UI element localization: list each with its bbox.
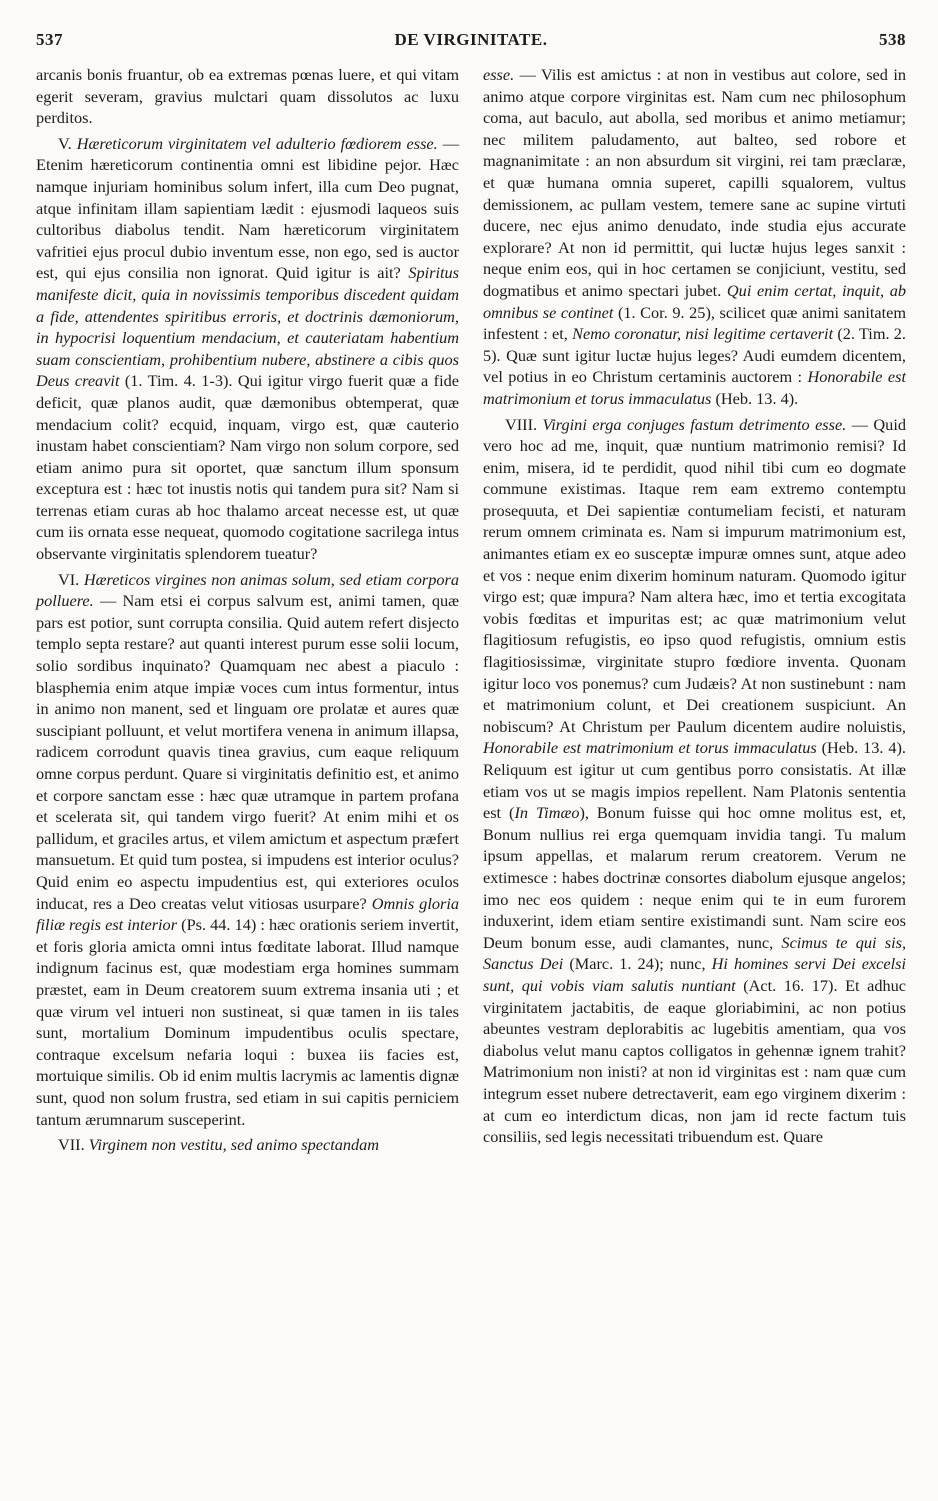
scripture-quote: Scimus te qui sis, Sanctus Dei	[483, 932, 907, 974]
scripture-quote: Qui enim certat, inquit, ab omnibus se continet	[483, 280, 906, 322]
left-column	[36, 64, 459, 1156]
section-heading: Hæreticorum virginitatem vel adulterio fœdiorem esse.	[76, 133, 438, 153]
section-number: VII.	[58, 1135, 85, 1155]
section-text: : hæc orationis seriem invertit, et foris gloria amicta omni intus fœditate laborat. Illud namque indignum facinus est, quæ modestiam erga homines summam præstet, eam in Deum creatorem suum extrema insania uti ; et quæ virum vel intueri non sustineat, si quæ tamen in iis tales sunt, mortalium Dominum impudentibus oculis spectare, contraque excelsum nefaria loqui : buxea iis facies est, mortuique similis. Ob id enim multis lacrymis ac lamentis dignæ sunt, quod non solum frustra, sed etiam in sui capitis perniciem tantum ærumnarum susceperint.	[36, 915, 459, 1129]
section-number: VIII.	[505, 414, 538, 434]
work-citation: In Timæo	[514, 803, 580, 823]
section-text: (Act. 16. 17). Et adhuc virginitatem jactabitis, de eaque gloriabimini, ac non potius abeuntes vestram deplorabitis ac lugebitis amentiam, qua vos diabolus velut manu captos colligatos in gehennæ ignem trahit? Matrimonium non inisti? at non id virginitas est : nam quæ cum integrum esset nubere detrectaverit, eam ego virginem dixerim : at cum eo interdictum dicas, non jam id recte factum tuis consiliis, sed legis necessitati tribuendum est. Quare	[483, 975, 906, 1147]
section-text: ), Bonum fuisse qui hoc omne molitus est, et, Bonum nullius rei erga quemquam invidia tangi. Tu malum ipsum appellas, et malarum rerum creatorem. Verum ne extimesce : habes doctrinæ consortes diabolum ejusque angelos; imo nec eos quidem : neque enim qui te in eum furorem induxerint, idem etiam sentire existimandi sunt. Nam scire eos Deum bonum esse, audi clamantes, nunc,	[483, 803, 907, 952]
page-number-left: 537	[36, 30, 63, 49]
text-columns	[36, 64, 906, 1156]
section-heading: Virgini erga conjuges fastum detrimento esse.	[542, 414, 847, 434]
section-heading: esse.	[483, 65, 515, 84]
section-number: V.	[58, 133, 72, 153]
section-text: (1. Cor. 9. 25), scilicet quæ animi sanitatem infestent : et,	[483, 302, 907, 344]
scripture-quote: Nemo coronatur, nisi legitime certaverit	[572, 324, 834, 344]
section-vi	[36, 569, 459, 1130]
scripture-quote: Omnis gloria filiæ regis est interior	[36, 893, 459, 935]
section-text: — Nam etsi ei corpus salvum est, animi tamen, quæ pars est potior, sunt corrupta consilia. Quid autem refert disjecto templo septa restare? aut quanti interest purum esse solii locum, solio sordibus inquinato? Quamquam nec abest a piaculo : blasphemia enim atque impiæ voces cum intus formentur, intus in animo non manent, sed et linguam ore prolatæ et aures quæ suscipiant polluunt, et velut mortifera venena in animum illapsa, radicem corrodunt quavis tinea gravius, cum eaque reliquum omne corpus perdunt. Quare si virginitatis definitio est, et animo et corpore sanctam esse : hæc quæ utramque in partem profana et scelerata sit, qui tandem virgo fuerit? At enim mihi et os pallidum, et graciles artus, et vilem amictum et aspectum præfert mansuetum. Et quid tum postea, si impudens est interior oculus? Quid enim eo aspectu impudentius est, qui exteriores oculos inducat, res a Deo creatas velut vitiosas usurpare?	[36, 591, 459, 913]
section-text: — Etenim hæreticorum continentia omni est libidine pejor. Hæc namque injuriam hominibus solum infert, illa cum Deo pugnat, atque infinitam illam sapientiam lædit : ejusmodi laqueos suis cultoribus diabolus tendit. Nam hæreticorum virginitatem vafritiei ejus procul dubio inventum esse, non ego, sed is auctor est, qui ejus consilia non ignorat. Quid igitur is ait?	[36, 133, 459, 283]
section-text: — Vilis est amictus : at non in vestibus aut colore, sed in animo atque corpore virginitas est. Nam cum nec philosophum coma, aut baculo, aut abolla, sed moribus et animo metiamur; nec militem paludamento, aut balteo, sed robore et magnanimitate : an non absurdum sit virgini, rei tam præclaræ, et quæ humana omnia superet, capilli squalorem, vultus demissionem, ac pullam vestem, temere sane ac supine virtuti ducere, nec ejus animo denudato, inde studia ejus accurate explorare? At non id permittit, qui luctæ hujus leges sanxit : neque enim eos, qui in hoc certamen se conjiciunt, vestitu, sed dogmatibus et animo spectari jubet.	[483, 65, 906, 300]
page-header	[36, 30, 906, 56]
paragraph-continued	[36, 64, 459, 129]
scripture-quote: Hi homines servi Dei excelsi sunt, qui vobis viam salutis nuntiant	[483, 954, 906, 995]
section-vii	[36, 1134, 459, 1156]
section-v	[36, 133, 459, 565]
running-title: DE VIRGINITATE.	[394, 30, 548, 49]
section-number: VI.	[58, 569, 80, 589]
section-heading: Hæreticos virgines non animas solum, sed etiam corpora polluere.	[36, 569, 459, 611]
section-vii-continued	[483, 64, 906, 410]
page-number-right: 538	[879, 30, 906, 49]
scripture-quote: Honorabile est matrimonium et torus immaculatus	[483, 738, 817, 758]
section-text: (Heb. 13. 4). Reliquum est igitur ut cum gentibus porro consistatis. At illæ etiam vos ut se magis impios repellent. Nam Platonis sententia est (	[483, 738, 906, 823]
section-text: (1. Tim. 4. 1-3). Qui igitur virgo fuerit quæ a fide deficit, quæ planos audit, quæ dæmonibus obtemperat, quæ mendacium colit? ecquid, inquam, virgo est, quæ cauterio inustam habet conscientiam? Nam virgo non solum corpore, sed etiam animo pura sit oportet, quæ sanctum illum sponsum exceptura est : hæc tot inustis notis qui tandem pura sit? Nam si terrenas etiam curas ab hoc thalamo arceat necesse est, ut quæ cum iis ornata esse nequeat, quomodo cogitatione sacrilega intus observante virginitatis splendorem tueatur?	[36, 371, 459, 564]
right-column	[483, 64, 906, 1156]
scripture-reference: (Heb. 13. 4).	[711, 388, 799, 408]
scripture-quote: Spiritus manifeste dicit, quia in novissimis temporibus discedent quidam a fide, attendentes spiritibus erroris, et doctrinis dæmoniorum, in hypocrisi loquentium mendacium, et cauteriatam habentium suam conscientiam, prohibentium nubere, abstinere a cibis quos Deus creavit	[36, 263, 459, 391]
scripture-reference: (Ps. 44. 14)	[177, 915, 257, 935]
section-text: (Marc. 1. 24); nunc,	[563, 954, 712, 974]
section-text: — Quid vero hoc ad me, inquit, quæ nuntium matrimonio remisi? Id enim, misera, id te perdidit, quod nihil tibi cum eo dogmate commune existimas. Itaque rem eam extremo contemptu prosequuta, et Dei sapientiæ contumeliam fecisti, et naturam rerum omnem criminata es. Nam si impurum matrimonium est, animantes etiam ex eo susceptæ impuræ omnes sunt, atque adeo et vos : neque enim dixerim hominum naturam. Quomodo igitur virgo est; quæ impura? Nam altera hæc, imo et tertia excogitata vobis fœditas et impuritas est; ac quæ matrimonium velut flagitiosum refugistis, eo ipso quod refugistis, omnium estis flagitiosissimæ, virginitate stupro fœdiore inventa. Quonam igitur loco vos ponemus? cum Judæis? At non sustinebunt : nam et matrimonium colunt, et Dei creationem suspiciunt. An nobiscum? At Christum per Paulum dicentem audire noluistis,	[483, 414, 906, 736]
section-text: (2. Tim. 2. 5). Quæ sunt igitur luctæ hujus leges? Audi eumdem dicentem, vel potius in eo Christum certaminis auctorem :	[483, 324, 906, 387]
paragraph-text: arcanis bonis fruantur, ob ea extremas pœnas luere, et qui vitam egerit severam, gravius mulctari quam dissolutos ac luxu perditos.	[36, 65, 459, 128]
section-viii	[483, 414, 906, 1148]
scripture-quote: Honorabile est matrimonium et torus immaculatus	[483, 367, 906, 408]
section-heading: Virginem non vestitu, sed animo spectandam	[88, 1135, 380, 1155]
